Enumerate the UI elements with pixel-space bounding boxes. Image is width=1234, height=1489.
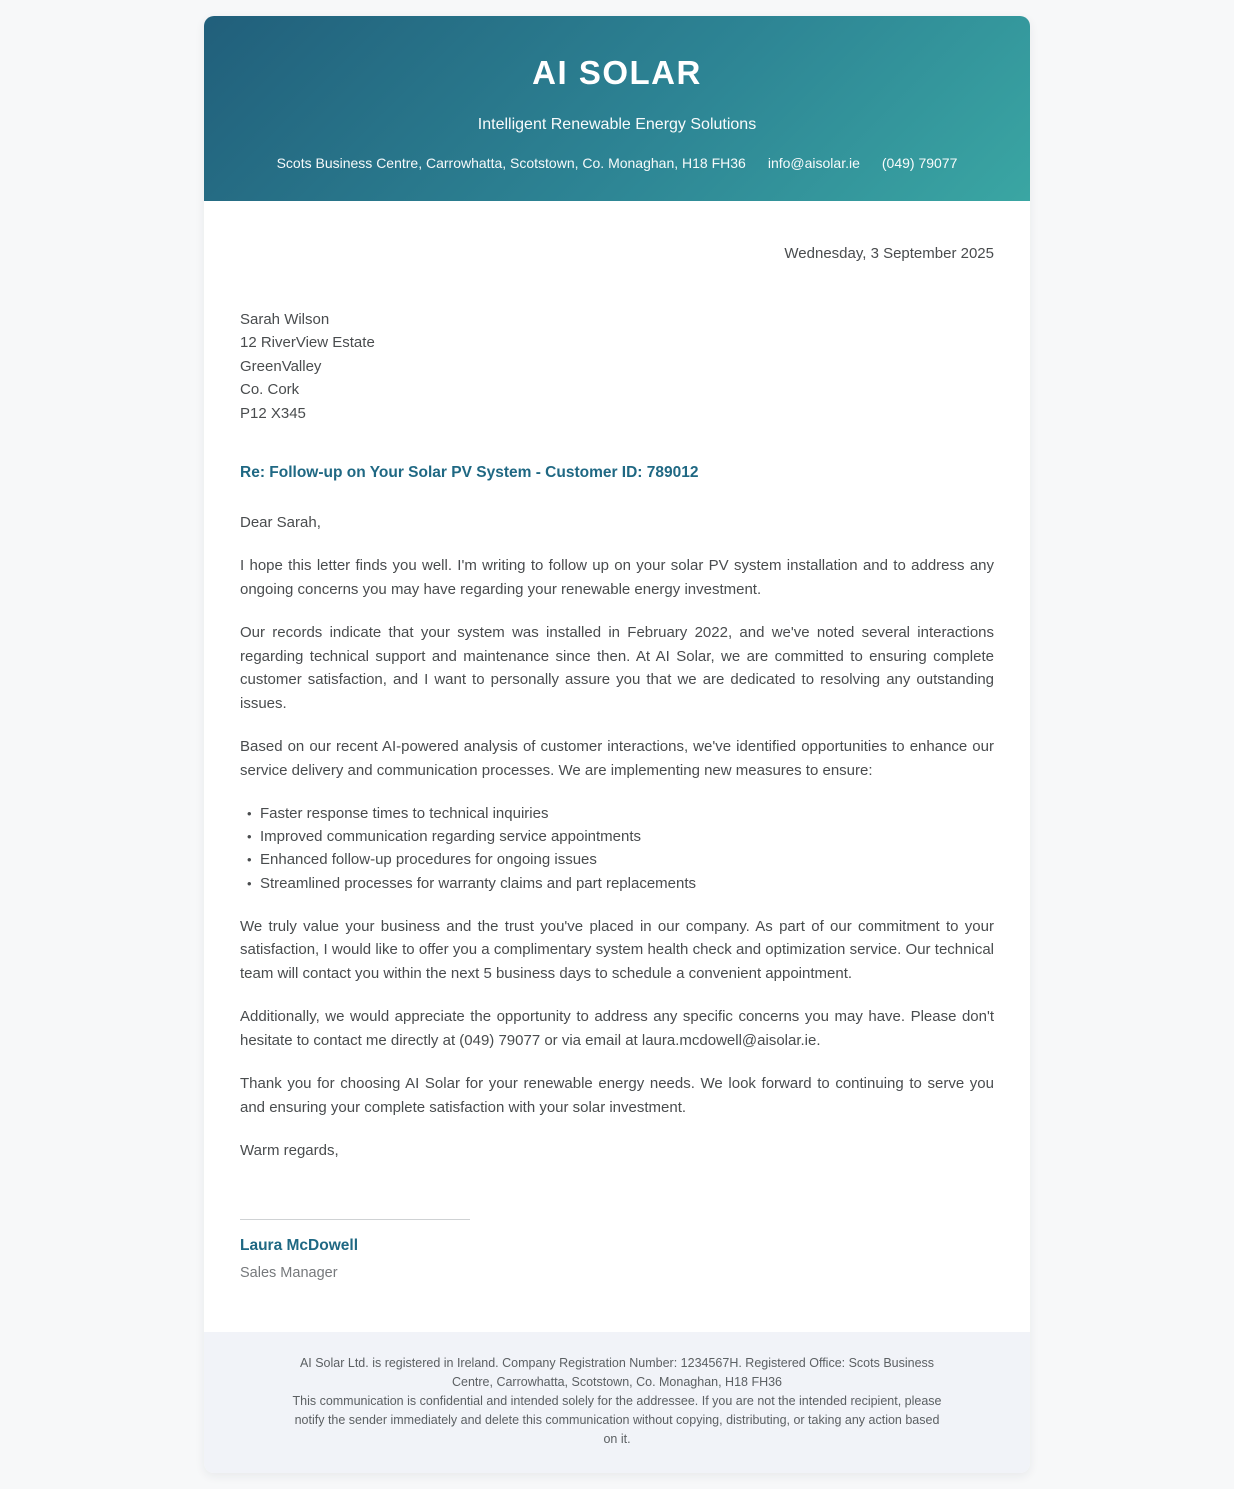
signer-name: Laura McDowell [240,1236,358,1254]
paragraph: Additionally, we would appreciate the opportunity to address any specific concerns you may have. Please don't hesitate to contact me directly at (049) 79077 or via email at laura.mcdowell@aisolar.ie. [240,1008,994,1049]
company-phone: (049) 79077 [881,155,958,171]
list-item: • Streamlined processes for warranty claims and part replacements [260,872,994,895]
confidentiality-text: This communication is confidential and intended solely for the addressee. If you are not the intended recipient, please notify the sender immediately and delete this communication without copying, distributing, or taking any action based on it. [292,1393,942,1446]
letter-body [204,201,1030,1332]
signature-block [240,1219,994,1286]
letter-card [204,16,1030,1473]
legal-footer [204,1332,1030,1473]
paragraph: Our records indicate that your system was installed in February 2022, and we've noted several interactions regarding technical support and maintenance since then. At AI Solar, we are committed to ensuring complete customer satisfaction, and I want to personally assure you that we are dedicated to resolving any outstanding issues. [240,624,994,712]
improvement-list [240,802,994,895]
list-item: • Enhanced follow-up procedures for ongoing issues [260,848,994,871]
recipient-address-line: P12 X345 [240,404,306,422]
signature-line [240,1219,470,1220]
company-address: Scots Business Centre, Carrowhatta, Scotstown, Co. Monaghan, H18 FH36 [276,155,746,171]
contact-line [240,155,994,171]
salutation: Dear Sarah, [240,513,321,531]
paragraph: We truly value your business and the trust you've placed in our company. As part of our commitment to your satisfaction, I would like to offer you a complimentary system health check and optimization service. Our technical team will contact you within the next 5 business days to schedule a convenient appointment. [240,917,994,982]
letter-date: Wednesday, 3 September 2025 [784,245,994,262]
list-item: • Improved communication regarding service appointments [260,825,994,848]
subject-line: Re: Follow-up on Your Solar PV System - Customer ID: 789012 [240,464,699,481]
recipient-address-line: GreenValley [240,357,322,375]
list-item: • Faster response times to technical inquiries [260,802,994,825]
company-tagline: Intelligent Renewable Energy Solutions [477,116,757,133]
registration-text: AI Solar Ltd. is registered in Ireland. Company Registration Number: 1234567H. Registered Office: Scots Business Centre, Carrowhatta, Scotstown, Co. Monaghan, H18 FH36 [299,1355,935,1389]
paragraph: I hope this letter finds you well. I'm writing to follow up on your solar PV system installation and to address any ongoing concerns you may have regarding your renewable energy investment. [240,557,994,598]
recipient-address-line: 12 RiverView Estate [240,334,375,351]
recipient-block [240,308,994,426]
paragraph: Thank you for choosing AI Solar for your renewable energy needs. We look forward to continuing to serve you and ensuring your complete satisfaction with your solar investment. [240,1075,994,1116]
recipient-address-line: Co. Cork [240,381,300,398]
company-name: AI SOLAR [532,54,702,91]
closing: Warm regards, [240,1142,339,1160]
signer-title: Sales Manager [240,1265,338,1282]
recipient-name: Sarah Wilson [240,310,330,328]
paragraph: Based on our recent AI-powered analysis of customer interactions, we've identified opportunities to enhance our service delivery and communication processes. We are implementing new measures to ensure: [240,738,994,779]
company-email: info@aisolar.ie [767,155,860,171]
letterhead [204,16,1030,201]
